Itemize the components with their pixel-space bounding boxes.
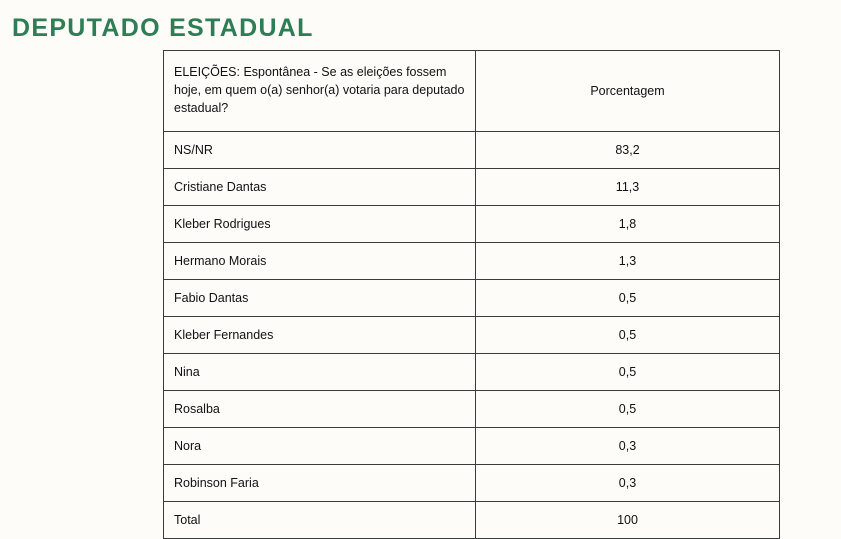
page-title: DEPUTADO ESTADUAL	[12, 14, 314, 42]
poll-results-table	[163, 50, 780, 539]
row-value: 1,8	[476, 206, 780, 243]
row-label: Total	[164, 502, 476, 539]
table-row	[164, 317, 780, 354]
row-value: 0,3	[476, 428, 780, 465]
row-label: Rosalba	[164, 391, 476, 428]
table-row	[164, 502, 780, 539]
row-label: Cristiane Dantas	[164, 169, 476, 206]
row-label: Robinson Faria	[164, 465, 476, 502]
table-row	[164, 206, 780, 243]
table-row	[164, 243, 780, 280]
table-header-row	[164, 51, 780, 132]
column-header-question: ELEIÇÕES: Espontânea - Se as eleições fossem hoje, em quem o(a) senhor(a) votaria para deputado estadual?	[164, 51, 476, 132]
table-header	[164, 51, 780, 132]
row-label: Kleber Fernandes	[164, 317, 476, 354]
table-row	[164, 169, 780, 206]
row-value: 0,5	[476, 280, 780, 317]
table-body	[164, 132, 780, 539]
row-value: 0,5	[476, 317, 780, 354]
row-label: Fabio Dantas	[164, 280, 476, 317]
table-row	[164, 354, 780, 391]
table-row	[164, 132, 780, 169]
row-value: 0,3	[476, 465, 780, 502]
poll-table-container	[163, 50, 779, 539]
table-row	[164, 280, 780, 317]
row-value: 0,5	[476, 391, 780, 428]
row-label: Hermano Morais	[164, 243, 476, 280]
table-row	[164, 391, 780, 428]
row-label: Nora	[164, 428, 476, 465]
row-value: 11,3	[476, 169, 780, 206]
row-value: 1,3	[476, 243, 780, 280]
row-value: 83,2	[476, 132, 780, 169]
row-value: 0,5	[476, 354, 780, 391]
row-label: Nina	[164, 354, 476, 391]
row-label: NS/NR	[164, 132, 476, 169]
table-row	[164, 465, 780, 502]
row-label: Kleber Rodrigues	[164, 206, 476, 243]
row-value: 100	[476, 502, 780, 539]
table-row	[164, 428, 780, 465]
column-header-percent: Porcentagem	[476, 51, 780, 132]
